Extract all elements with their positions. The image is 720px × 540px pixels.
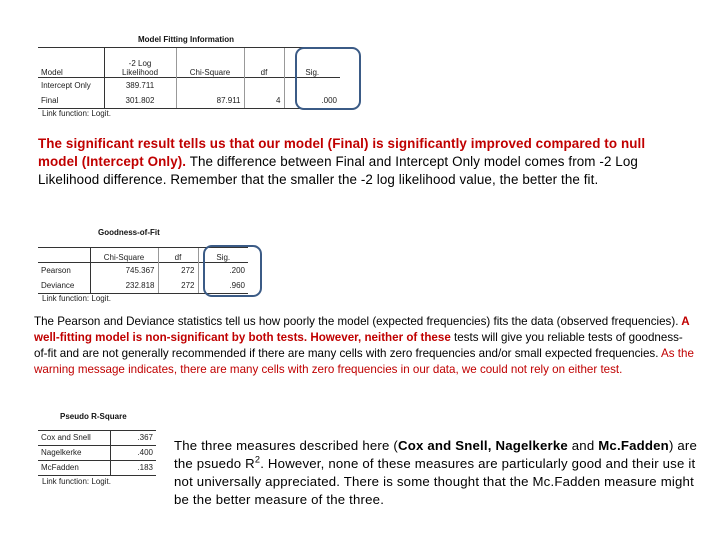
col-chisq-header: Chi-Square (176, 48, 244, 78)
row-label: Nagelkerke (38, 446, 110, 461)
col-sig-header: Sig. (198, 248, 248, 263)
col-loglik-header (104, 48, 176, 78)
col-chisq-header: Chi-Square (90, 248, 158, 263)
warning-note: As the warning message indicates, there are many cells with zero frequencies in our data, we could not rely on either test. (34, 347, 694, 376)
table-row (38, 431, 156, 446)
pearson-deviance-intro: The Pearson and Deviance statistics tell us how poorly the model (expected frequencies) fits the data (observed frequencies). (34, 315, 679, 328)
table-row (38, 461, 156, 476)
text-segment: . However, none of these measures are particularly good and their use it not universally appreciated. There is some thought that the Mc.Fadden measure might be the better measure of the three. (174, 456, 696, 507)
chisq-cell (176, 78, 244, 94)
chisq-cell: 745.367 (90, 263, 158, 279)
sig-highlight-box (203, 245, 262, 297)
goodness-of-fit-explanation (34, 314, 694, 378)
table3-title: Pseudo R-Square (60, 412, 127, 421)
chisq-cell: 87.911 (176, 93, 244, 109)
model-fit-explanation (38, 135, 666, 189)
value-cell: .367 (110, 431, 156, 446)
col-df-header: df (244, 48, 284, 78)
row-label: Final (38, 93, 104, 109)
text-segment: and (567, 438, 599, 453)
row-label: Cox and Snell (38, 431, 110, 446)
col-loglik-line2: Likelihood (121, 67, 159, 77)
sig-cell: .960 (198, 278, 248, 294)
pseudo-r-square-explanation (174, 437, 704, 509)
row-label: Pearson (38, 263, 90, 279)
col-df-header: df (158, 248, 198, 263)
value-cell: .400 (110, 446, 156, 461)
significance-statement: The significant result tells us that our model (Final) is significantly improved compared to null model (Intercept Only). (38, 136, 646, 169)
superscript: 2 (254, 454, 261, 465)
sig-cell: .200 (198, 263, 248, 279)
value-cell: .183 (110, 461, 156, 476)
text-segment: The three measures described here ( (174, 438, 398, 453)
table2-footnote: Link function: Logit. (42, 294, 111, 303)
reliability-caveat: tests will give you reliable tests of goodness-of-fit and are not generally recommended if there are many cells with zero frequencies and/or small expected frequencies. (34, 331, 683, 360)
loglik-cell: 389.711 (104, 78, 176, 94)
df-cell (244, 78, 284, 94)
col-model-header: Model (38, 48, 104, 78)
table1-title: Model Fitting Information (138, 35, 234, 44)
sig-highlight-box (295, 47, 361, 110)
table2-title: Goodness-of-Fit (98, 228, 160, 237)
loglik-cell: 301.802 (104, 93, 176, 109)
row-label: Intercept Only (38, 78, 104, 94)
well-fitting-statement: A well-fitting model is non-significant by both tests. However, neither of these (34, 315, 690, 344)
mcfadden-name: Mc.Fadden (598, 438, 669, 453)
chisq-cell: 232.818 (90, 278, 158, 294)
df-cell: 272 (158, 263, 198, 279)
loglik-note: The difference between Final and Intercept Only model comes from -2 Log Likelihood difference. Remember that the smaller the -2 log likelihood value, the better the fit. (38, 154, 638, 187)
table1-footnote: Link function: Logit. (42, 109, 111, 118)
sig-cell: .000 (284, 93, 340, 109)
pseudo-r-square-table (38, 430, 156, 476)
table3-footnote: Link function: Logit. (42, 477, 111, 486)
text-segment: ) are the psuedo R (174, 438, 698, 471)
measure-names: Cox and Snell, Nagelkerke (397, 438, 568, 453)
col-sig-header: Sig. (284, 48, 340, 78)
row-label: McFadden (38, 461, 110, 476)
col-loglik-line1: -2 Log (128, 58, 152, 68)
df-cell: 4 (244, 93, 284, 109)
corner-cell (38, 248, 90, 263)
row-label: Deviance (38, 278, 90, 294)
table-row (38, 446, 156, 461)
df-cell: 272 (158, 278, 198, 294)
